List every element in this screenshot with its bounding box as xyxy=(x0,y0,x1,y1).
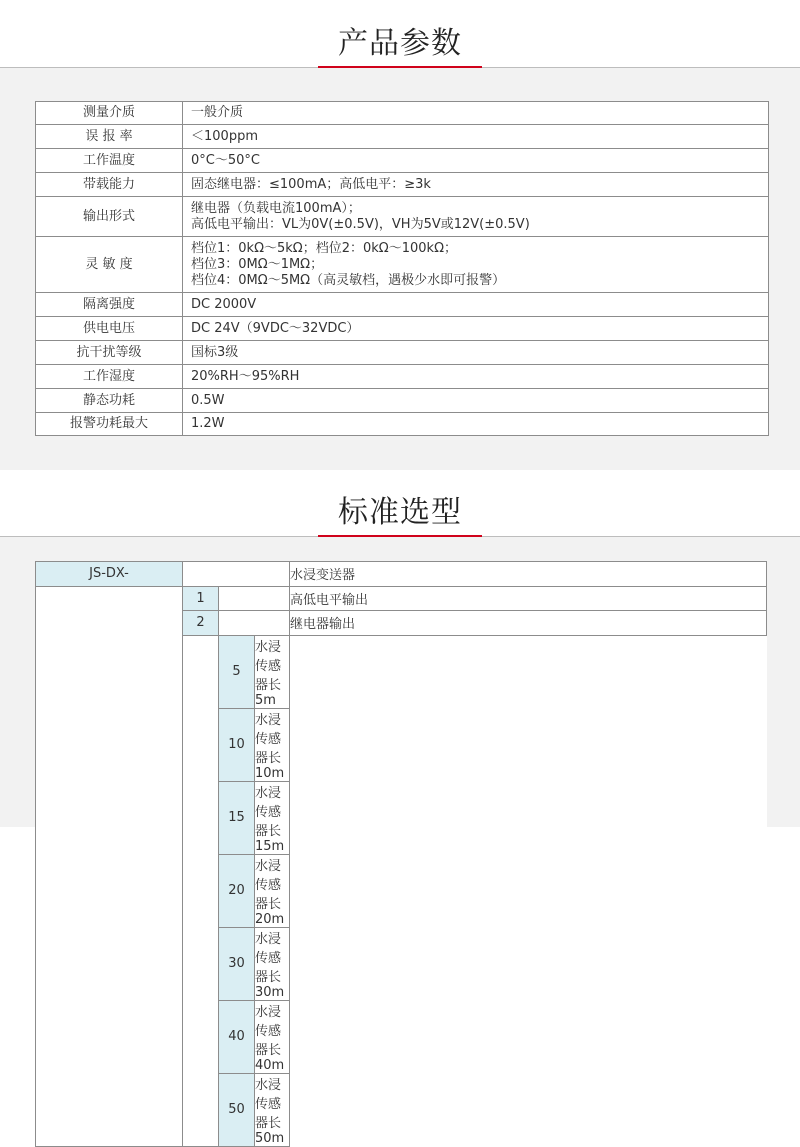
table-row xyxy=(36,149,769,173)
params-table xyxy=(35,101,769,436)
table-row xyxy=(36,562,767,587)
param-label: 输出形式 xyxy=(36,197,183,237)
output-code: 2 xyxy=(183,611,219,636)
param-value-line: 20%RH～95%RH xyxy=(191,368,300,384)
param-label: 隔离强度 xyxy=(36,293,183,317)
table-row xyxy=(36,586,767,611)
param-value-line: DC 24V（9VDC～32VDC） xyxy=(191,320,360,336)
model-prefix: JS-DX- xyxy=(36,562,183,587)
table-row xyxy=(36,341,769,365)
length-code: 20 xyxy=(219,854,255,927)
param-label: 报警功耗最大 xyxy=(36,413,183,436)
param-label: 灵 敏 度 xyxy=(36,237,183,293)
param-value-line: 档位3：0MΩ～1MΩ； xyxy=(191,256,324,272)
selection-table xyxy=(35,561,767,1147)
length-code: 50 xyxy=(219,1073,255,1146)
length-code: 40 xyxy=(219,1000,255,1073)
param-value xyxy=(183,389,769,413)
length-code: 15 xyxy=(219,781,255,854)
param-label: 供电电压 xyxy=(36,317,183,341)
table-row xyxy=(36,125,769,149)
param-value xyxy=(183,237,769,293)
param-value-line: 高低电平输出：VL为0V(±0.5V)，VH为5V或12V(±0.5V) xyxy=(191,216,530,232)
length-desc: 水浸传感器长10m xyxy=(255,708,290,781)
table-row xyxy=(36,197,769,237)
length-desc: 水浸传感器长50m xyxy=(255,1073,290,1146)
table-row xyxy=(36,173,769,197)
param-label: 测量介质 xyxy=(36,102,183,125)
param-value-line: ＜100ppm xyxy=(191,128,258,144)
param-value xyxy=(183,293,769,317)
param-value xyxy=(183,149,769,173)
param-value xyxy=(183,317,769,341)
param-label: 工作温度 xyxy=(36,149,183,173)
empty-cell xyxy=(219,586,290,611)
table-row xyxy=(36,413,769,436)
param-value xyxy=(183,365,769,389)
param-label: 带载能力 xyxy=(36,173,183,197)
empty-cell xyxy=(183,635,219,1146)
section-title-selection: 标准选型 xyxy=(338,495,462,530)
table-row xyxy=(36,237,769,293)
param-label: 抗干扰等级 xyxy=(36,341,183,365)
param-value xyxy=(183,341,769,365)
empty-cell xyxy=(36,586,183,1146)
length-desc: 水浸传感器长20m xyxy=(255,854,290,927)
empty-cell xyxy=(219,611,290,636)
param-label: 工作湿度 xyxy=(36,365,183,389)
param-value xyxy=(183,125,769,149)
table-row xyxy=(36,365,769,389)
param-value-line: 1.2W xyxy=(191,416,225,431)
length-code: 10 xyxy=(219,708,255,781)
table-row xyxy=(36,293,769,317)
param-value xyxy=(183,197,769,237)
length-desc: 水浸传感器长5m xyxy=(255,635,290,708)
length-code: 5 xyxy=(219,635,255,708)
param-value-line: 固态继电器：≤100mA；高低电平：≥3k xyxy=(191,176,431,192)
model-desc: 水浸变送器 xyxy=(290,562,767,587)
length-desc: 水浸传感器长40m xyxy=(255,1000,290,1073)
param-value-line: 0°C～50°C xyxy=(191,152,260,168)
length-desc: 水浸传感器长15m xyxy=(255,781,290,854)
table-row xyxy=(36,317,769,341)
output-code: 1 xyxy=(183,586,219,611)
param-value-line: 0.5W xyxy=(191,392,225,408)
param-value-line: 国标3级 xyxy=(191,344,239,360)
param-value xyxy=(183,173,769,197)
table-row xyxy=(36,102,769,125)
length-code: 30 xyxy=(219,927,255,1000)
param-value-line: 档位4：0MΩ～5MΩ（高灵敏档，遇极少水即可报警） xyxy=(191,272,506,288)
param-value-line: 档位1：0kΩ～5kΩ；档位2：0kΩ～100kΩ； xyxy=(191,240,458,256)
param-value xyxy=(183,102,769,125)
param-value xyxy=(183,413,769,436)
param-label: 静态功耗 xyxy=(36,389,183,413)
param-value-line: DC 2000V xyxy=(191,296,257,312)
param-label: 误 报 率 xyxy=(36,125,183,149)
length-desc: 水浸传感器长30m xyxy=(255,927,290,1000)
section-title-params: 产品参数 xyxy=(338,26,462,61)
table-row xyxy=(36,389,769,413)
param-value-line: 一般介质 xyxy=(191,105,244,120)
param-value-line: 继电器（负载电流100mA）； xyxy=(191,200,361,216)
empty-cell xyxy=(183,562,290,587)
output-desc: 继电器输出 xyxy=(290,611,767,636)
output-desc: 高低电平输出 xyxy=(290,586,767,611)
